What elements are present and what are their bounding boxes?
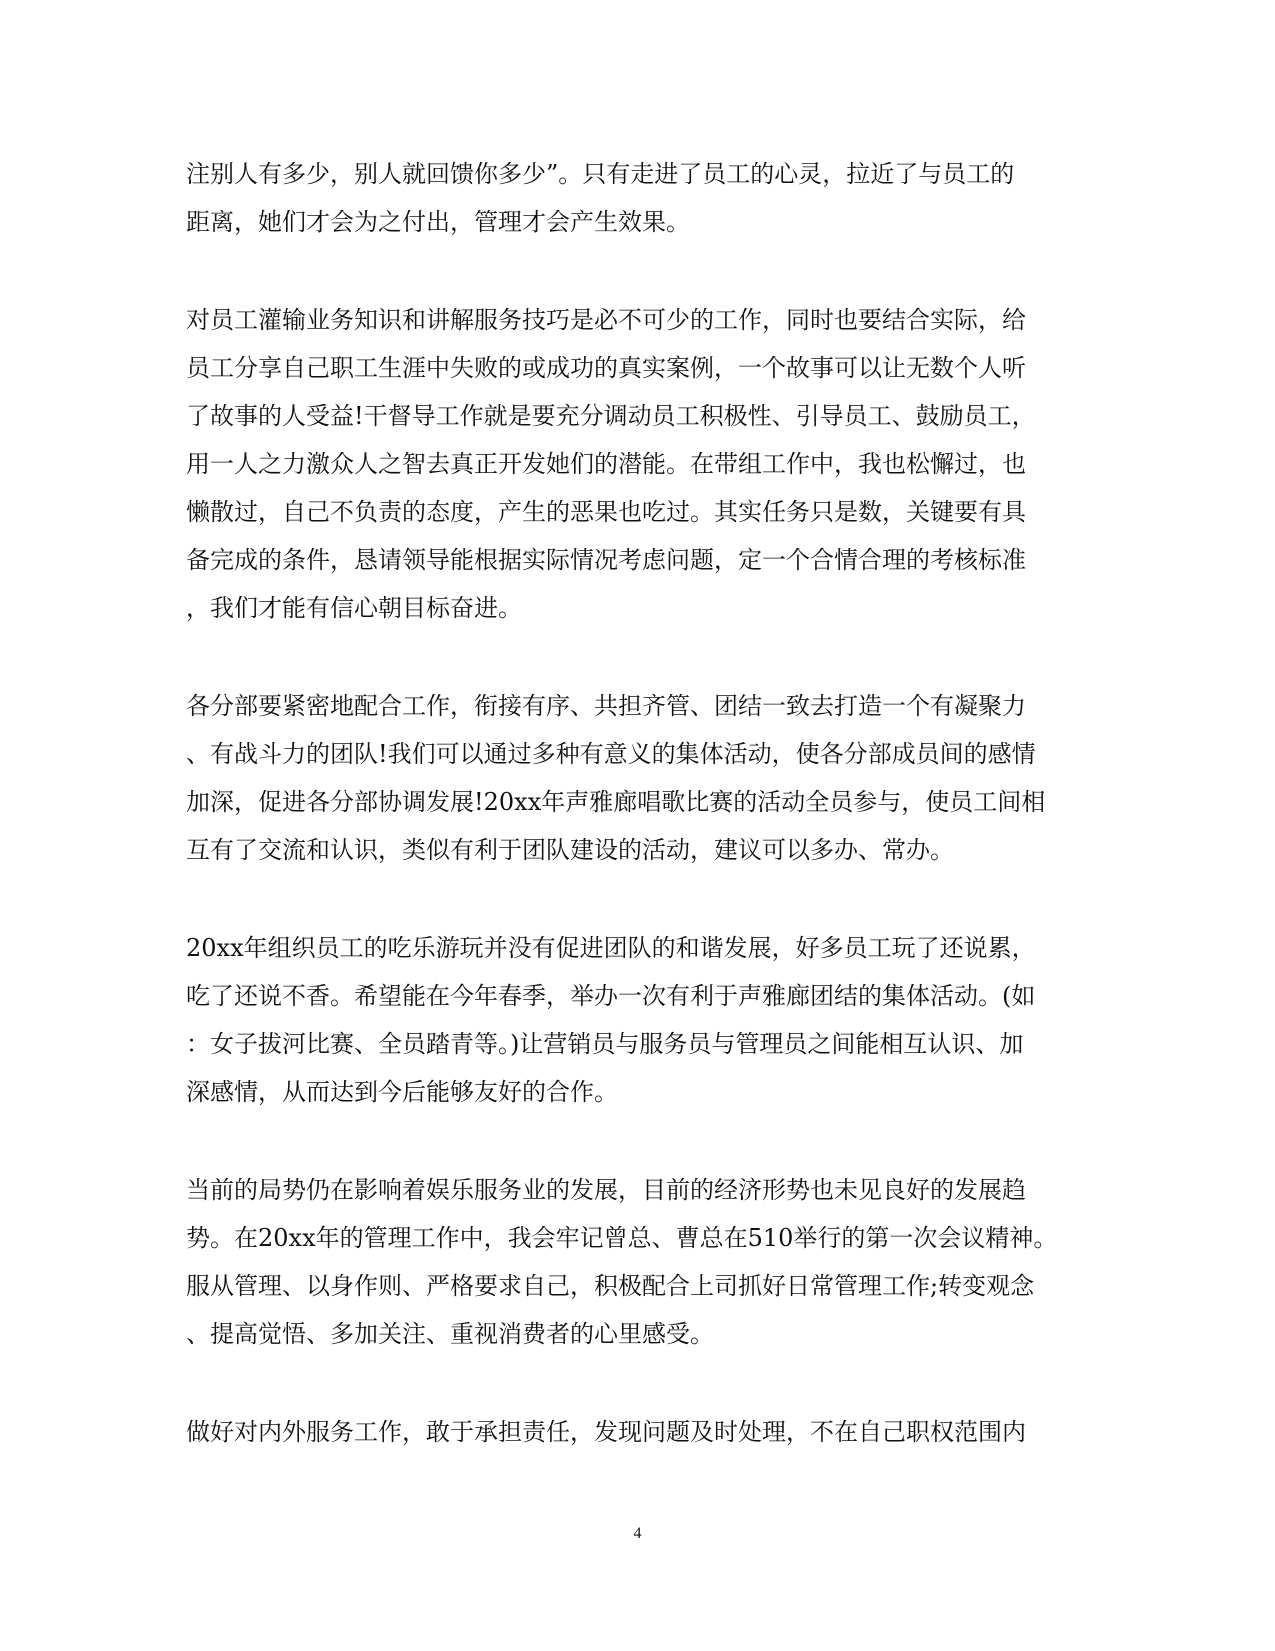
paragraph — [186, 296, 1046, 632]
text-line: 、提高觉悟、多加关注、重视消费者的心里感受。 — [186, 1320, 714, 1348]
text-line: 备完成的条件，恳请领导能根据实际情况考虑问题，定一个合情合理的考核标准 — [186, 546, 1026, 574]
text-line: 用一人之力激众人之智去真正开发她们的潜能。在带组工作中，我也松懈过，也 — [186, 450, 1026, 478]
paragraph — [186, 150, 1046, 246]
text-line: 注别人有多少，别人就回馈你多少”。只有走进了员工的心灵，拉近了与员工的 — [186, 160, 1015, 188]
text-line: 20xx年组织员工的吃乐游玩并没有促进团队的和谐发展，好多员工玩了还说累， — [186, 934, 1036, 962]
text-line: 加深，促进各分部协调发展!20xx年声雅廊唱歌比赛的活动全员参与，使员工间相 — [186, 788, 1046, 816]
text-line: 懒散过，自己不负责的态度，产生的恶果也吃过。其实任务只是数，关键要有具 — [186, 498, 1026, 526]
text-line: ：女子拔河比赛、全员踏青等。)让营销员与服务员与管理员之间能相互认识、加 — [186, 1030, 1024, 1058]
paragraph — [186, 682, 1046, 874]
paragraph-gap — [186, 874, 1046, 924]
text-line: 吃了还说不香。希望能在今年春季，举办一次有利于声雅廊团结的集体活动。(如 — [186, 982, 1036, 1010]
paragraph-gap — [186, 632, 1046, 682]
paragraph-gap — [186, 1116, 1046, 1166]
text-line: 做好对内外服务工作，敢于承担责任，发现问题及时处理，不在自己职权范围内 — [186, 1418, 1026, 1446]
text-line: 服从管理、以身作则、严格要求自己，积极配合上司抓好日常管理工作;转变观念 — [186, 1272, 1035, 1300]
paragraph-gap — [186, 246, 1046, 296]
document-body — [186, 150, 1058, 1456]
paragraph — [186, 1166, 1058, 1358]
text-line: 对员工灌输业务知识和讲解服务技巧是必不可少的工作，同时也要结合实际，给 — [186, 306, 1026, 334]
paragraph-gap — [186, 1358, 1046, 1408]
text-line: ，我们才能有信心朝目标奋进。 — [186, 594, 522, 622]
paragraph — [186, 1408, 1046, 1456]
text-line: 距离，她们才会为之付出，管理才会产生效果。 — [186, 208, 690, 236]
text-line: 当前的局势仍在影响着娱乐服务业的发展，目前的经济形势也未见良好的发展趋 — [186, 1176, 1026, 1204]
text-line: 互有了交流和认识，类似有利于团队建设的活动，建议可以多办、常办。 — [186, 836, 954, 864]
text-line: 、有战斗力的团队!我们可以通过多种有意义的集体活动，使各分部成员间的感情 — [186, 740, 1036, 768]
paragraph — [186, 924, 1046, 1116]
text-line: 员工分享自己职工生涯中失败的或成功的真实案例，一个故事可以让无数个人听 — [186, 354, 1026, 382]
text-line: 各分部要紧密地配合工作，衔接有序、共担齐管、团结一致去打造一个有凝聚力 — [186, 692, 1026, 720]
text-line: 深感情，从而达到今后能够友好的合作。 — [186, 1078, 618, 1106]
text-line: 了故事的人受益!干督导工作就是要充分调动员工积极性、引导员工、鼓励员工， — [186, 402, 1036, 430]
page-number: 4 — [633, 1525, 642, 1542]
text-line: 势。在20xx年的管理工作中，我会牢记曾总、曹总在510举行的第一次会议精神。 — [186, 1224, 1058, 1252]
